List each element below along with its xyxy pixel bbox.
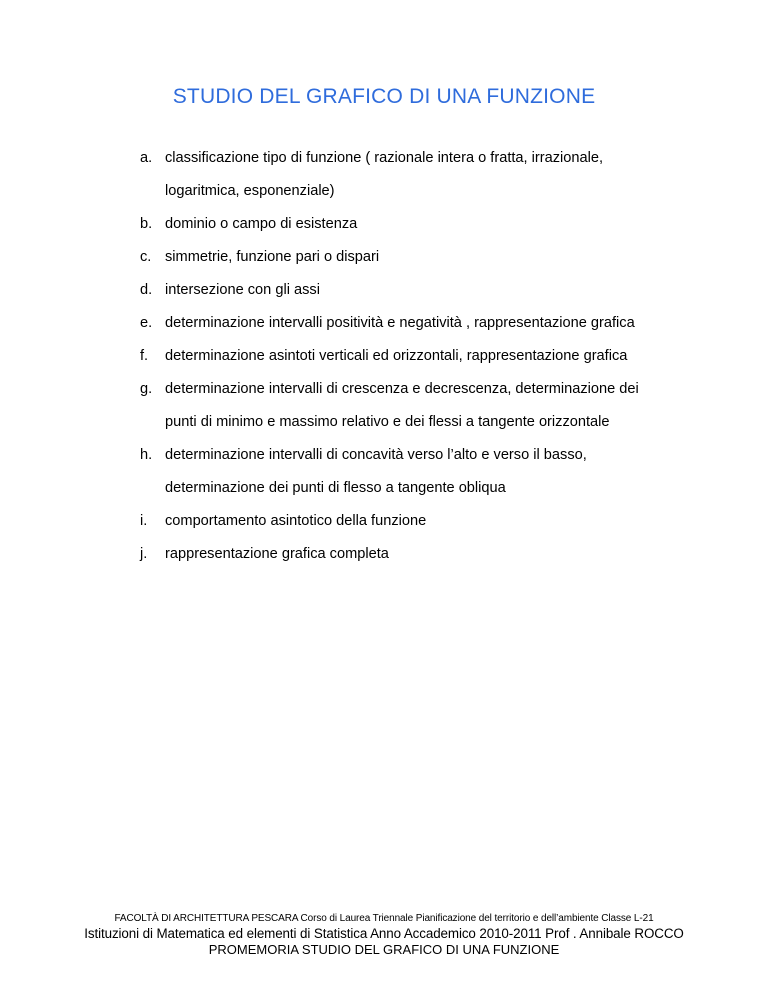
footer-faculty: FACOLTÀ DI ARCHITETTURA PESCARA Corso di Laurea Triennale Pianificazione del territorio e dell’ambiente Classe L-21: [114, 913, 654, 924]
list-item: [140, 247, 700, 267]
page-title: STUDIO DEL GRAFICO DI UNA FUNZIONE: [172, 85, 596, 108]
list-item: [140, 214, 700, 234]
list-item-text: [165, 148, 700, 201]
list-item: [140, 544, 700, 564]
list-item-text: [165, 379, 700, 432]
list-item-text: [165, 511, 700, 531]
list-item-line: classificazione tipo di funzione ( razionale intera o fratta, irrazionale,: [165, 150, 604, 166]
list-item-marker: g.: [140, 381, 153, 397]
list-item-marker: d.: [140, 282, 153, 298]
list-item-marker: c.: [140, 249, 152, 265]
list-item-text: [165, 214, 700, 234]
list-item-marker: e.: [140, 315, 153, 331]
list-item-line: punti di minimo e massimo relativo e dei flessi a tangente orizzontale: [165, 414, 610, 430]
list-item-line: rappresentazione grafica completa: [165, 546, 389, 562]
list-item-line: determinazione intervalli di crescenza e decrescenza, determinazione dei: [165, 381, 639, 397]
list-item: [140, 280, 700, 300]
list-item-text: [165, 313, 700, 333]
list-item: [140, 379, 700, 432]
list-item-line: determinazione dei punti di flesso a tangente obliqua: [165, 480, 506, 496]
list-item-text: [165, 346, 700, 366]
list-item: [140, 313, 700, 333]
list-item-line: determinazione intervalli di concavità verso l’alto e verso il basso,: [165, 447, 587, 463]
steps-list: [140, 148, 700, 577]
list-item-line: dominio o campo di esistenza: [165, 216, 358, 232]
list-item: [140, 511, 700, 531]
page-footer: [0, 912, 768, 958]
list-item: [140, 346, 700, 366]
list-item-text: [165, 544, 700, 564]
list-item-marker: h.: [140, 447, 153, 463]
list-item-line: determinazione intervalli positività e negatività , rappresentazione grafica: [165, 315, 635, 331]
footer-subject: PROMEMORIA STUDIO DEL GRAFICO DI UNA FUNZIONE: [208, 942, 560, 957]
footer-course: Istituzioni di Matematica ed elementi di Statistica Anno Accademico 2010-2011 Prof . Annibale ROCCO: [84, 926, 684, 941]
list-item-marker: i.: [140, 513, 148, 529]
list-item-line: logaritmica, esponenziale): [165, 183, 335, 199]
list-item-marker: j.: [140, 546, 148, 562]
list-item-line: intersezione con gli assi: [165, 282, 320, 298]
list-item-text: [165, 247, 700, 267]
list-item: [140, 148, 700, 201]
list-item-line: comportamento asintotico della funzione: [165, 513, 427, 529]
list-item: [140, 445, 700, 498]
list-item-line: simmetrie, funzione pari o dispari: [165, 249, 380, 265]
list-item-text: [165, 280, 700, 300]
list-item-line: determinazione asintoti verticali ed orizzontali, rappresentazione grafica: [165, 348, 628, 364]
list-item-marker: f.: [140, 348, 149, 364]
list-item-marker: b.: [140, 216, 153, 232]
list-item-marker: a.: [140, 150, 153, 166]
list-item-text: [165, 445, 700, 498]
